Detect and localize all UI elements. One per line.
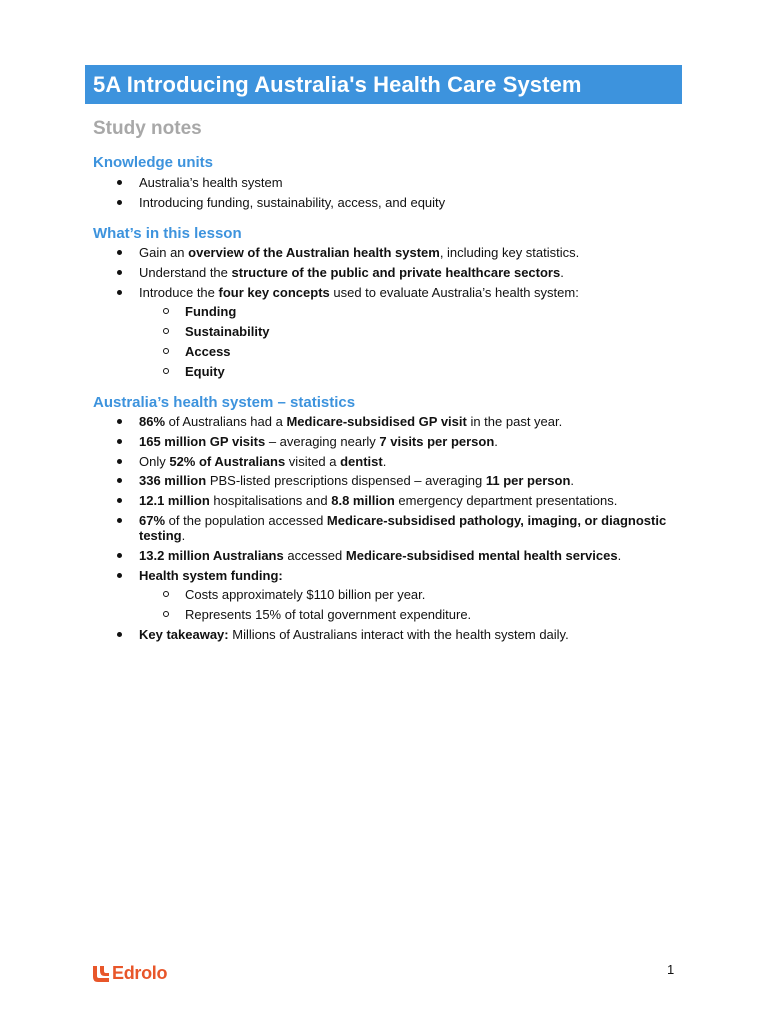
list-item: 165 million GP visits – averaging nearly 7 visits per person. bbox=[93, 434, 683, 449]
statistics-list bbox=[93, 414, 683, 647]
sub-list-item: Costs approximately $110 billion per year. bbox=[139, 587, 683, 602]
list-item: Introducing funding, sustainability, access, and equity bbox=[93, 195, 683, 210]
funding-sublist bbox=[139, 587, 683, 622]
title-banner bbox=[85, 65, 682, 104]
subtitle: Study notes bbox=[93, 118, 202, 139]
section-heading-knowledge-units: Knowledge units bbox=[93, 154, 213, 171]
page-number: 1 bbox=[667, 962, 675, 977]
sub-list-item: Funding bbox=[139, 304, 683, 319]
sub-list-item: Access bbox=[139, 344, 683, 359]
key-concepts-sublist bbox=[139, 304, 683, 378]
list-item: 12.1 million hospitalisations and 8.8 million emergency department presentations. bbox=[93, 493, 683, 508]
list-item: Health system funding: Costs approximately $110 billion per year. Represents 15% of total government expenditure. bbox=[93, 568, 683, 623]
list-item: Gain an overview of the Australian health system, including key statistics. bbox=[93, 245, 683, 260]
sub-list-item: Represents 15% of total government expenditure. bbox=[139, 607, 683, 622]
section-heading-lesson: What’s in this lesson bbox=[93, 225, 242, 242]
list-item: Only 52% of Australians visited a dentist. bbox=[93, 454, 683, 469]
page-title: 5A Introducing Australia's Health Care System bbox=[93, 71, 582, 97]
list-item: Key takeaway: Millions of Australians interact with the health system daily. bbox=[93, 627, 683, 642]
list-item: Australia’s health system bbox=[93, 175, 683, 190]
list-item: 336 million PBS-listed prescriptions dispensed – averaging 11 per person. bbox=[93, 473, 683, 488]
list-item: 86% of Australians had a Medicare-subsidised GP visit in the past year. bbox=[93, 414, 683, 429]
list-item: 67% of the population accessed Medicare-subsidised pathology, imaging, or diagnostic testing. bbox=[93, 513, 683, 543]
sub-list-item: Sustainability bbox=[139, 324, 683, 339]
list-item: 13.2 million Australians accessed Medicare-subsidised mental health services. bbox=[93, 548, 683, 563]
knowledge-units-list bbox=[93, 175, 683, 215]
list-item: Introduce the four key concepts used to evaluate Australia’s health system: Funding Sustainability Access Equity bbox=[93, 285, 683, 379]
edrolo-logo bbox=[92, 963, 167, 984]
list-item: Understand the structure of the public and private healthcare sectors. bbox=[93, 265, 683, 280]
section-heading-statistics: Australia’s health system – statistics bbox=[93, 394, 356, 411]
edrolo-logo-icon bbox=[92, 965, 110, 983]
lesson-list bbox=[93, 245, 683, 384]
sub-list-item: Equity bbox=[139, 364, 683, 379]
logo-text: Edrolo bbox=[112, 963, 168, 983]
